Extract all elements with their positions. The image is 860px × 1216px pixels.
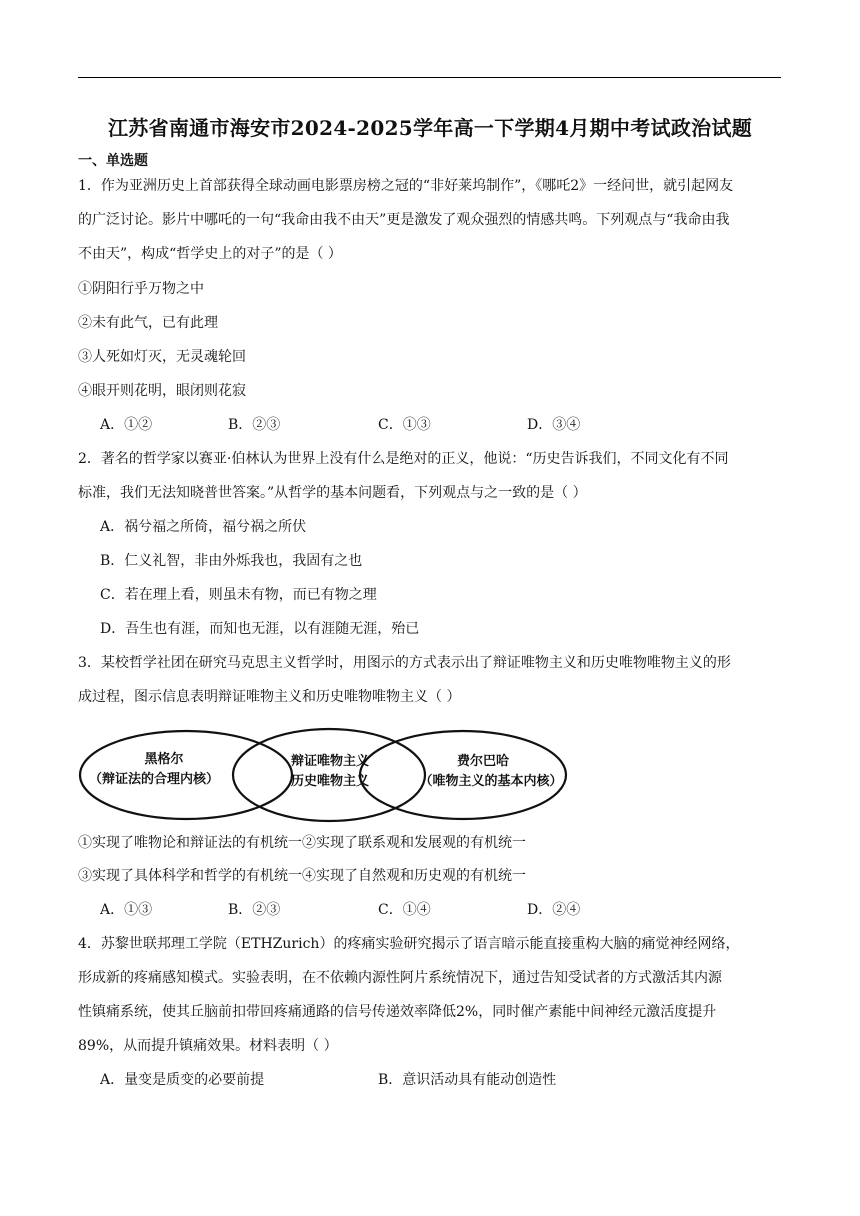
q3-items-line-1: ①实现了唯物论和辩证法的有机统一②实现了联系观和发展观的有机统一 (78, 835, 526, 851)
section-heading: 一、单选题 (78, 153, 148, 169)
q3-option-a: A．①③ (100, 902, 153, 918)
q3-items-line-2: ③实现了具体科学和哲学的有机统一④实现了自然观和历史观的有机统一 (78, 868, 526, 884)
q1-option-b: B．②③ (228, 417, 281, 433)
hegel-label: 黑格尔 (144, 752, 184, 767)
center-label-2: 历史唯物主义 (290, 774, 370, 789)
q3-option-b: B．②③ (228, 902, 281, 918)
q1-option-d: D．③④ (527, 417, 581, 433)
q4-stem-line-2: 形成新的疼痛感知模式。实验表明，在不依赖内源性阿片系统情况下，通过告知受试者的方式激活其内源 (78, 970, 722, 986)
header-rule (78, 77, 781, 78)
q4-stem-line-1: 4．苏黎世联邦理工学院（ETHZurich）的疼痛实验研究揭示了语言暗示能直接重构大脑的痛觉神经网络， (78, 936, 740, 952)
venn-diagram (78, 727, 568, 823)
q3-stem-line-2: 成过程，图示信息表明辩证唯物主义和历史唯物唯物主义（ ） (78, 689, 461, 705)
q4-stem-line-3: 性镇痛系统，使其丘脑前扣带回疼痛通路的信号传递效率降低2%，同时催产素能中间神经元激活度提升 (78, 1004, 717, 1020)
q1-item-3: ③人死如灯灭，无灵魂轮回 (78, 349, 246, 365)
q1-item-1: ①阴阳行乎万物之中 (78, 281, 204, 297)
q2-stem-line-2: 标准，我们无法知晓普世答案。”从哲学的基本问题看，下列观点与之一致的是（ ） (78, 485, 587, 501)
page-title: 江苏省南通市海安市2024-2025学年高一下学期4月期中考试政治试题 (107, 116, 753, 140)
q2-option-a: A．祸兮福之所倚，福兮祸之所伏 (100, 519, 307, 535)
q2-option-c: C．若在理上看，则虽未有物，而已有物之理 (100, 587, 377, 603)
q1-item-2: ②未有此气，已有此理 (78, 315, 218, 331)
q3-option-d: D．②④ (527, 902, 581, 918)
q2-option-b: B．仁义礼智，非由外烁我也，我固有之也 (100, 553, 363, 569)
q3-option-c: C．①④ (378, 902, 431, 918)
q1-option-c: C．①③ (378, 417, 431, 433)
q1-option-a: A．①② (100, 417, 153, 433)
hegel-note: （辩证法的合理内核） (88, 772, 220, 787)
q3-stem-line-1: 3．某校哲学社团在研究马克思主义哲学时，用图示的方式表示出了辩证唯物主义和历史唯物唯物主义的形 (78, 655, 731, 671)
feuerbach-note: （唯物主义的基本内核） (419, 774, 563, 789)
q4-stem-line-4: 89%，从而提升镇痛效果。材料表明（ ） (78, 1038, 338, 1054)
q2-stem-line-1: 2．著名的哲学家以赛亚·伯林认为世界上没有什么是绝对的正义，他说：“历史告诉我们，不同文化有不同 (78, 451, 729, 467)
center-label-1: 辩证唯物主义 (290, 754, 370, 769)
q4-option-a: A．量变是质变的必要前提 (100, 1072, 265, 1088)
q4-option-b: B．意识活动具有能动创造性 (378, 1072, 557, 1088)
q2-option-d: D．吾生也有涯，而知也无涯，以有涯随无涯，殆已 (100, 621, 420, 637)
q1-stem-line-1: 1．作为亚洲历史上首部获得全球动画电影票房榜之冠的“非好莱坞制作”，《哪吒2》一经问世，就引起网友 (78, 178, 734, 194)
q1-stem-line-2: 的广泛讨论。影片中哪吒的一句“我命由我不由天”更是激发了观众强烈的情感共鸣。下列观点与“我命由我 (78, 212, 730, 228)
q1-stem-line-3: 不由天”，构成“哲学史上的对子”的是（ ） (78, 246, 342, 262)
q1-item-4: ④眼开则花明，眼闭则花寂 (78, 383, 246, 399)
feuerbach-label: 费尔巴哈 (456, 754, 510, 769)
